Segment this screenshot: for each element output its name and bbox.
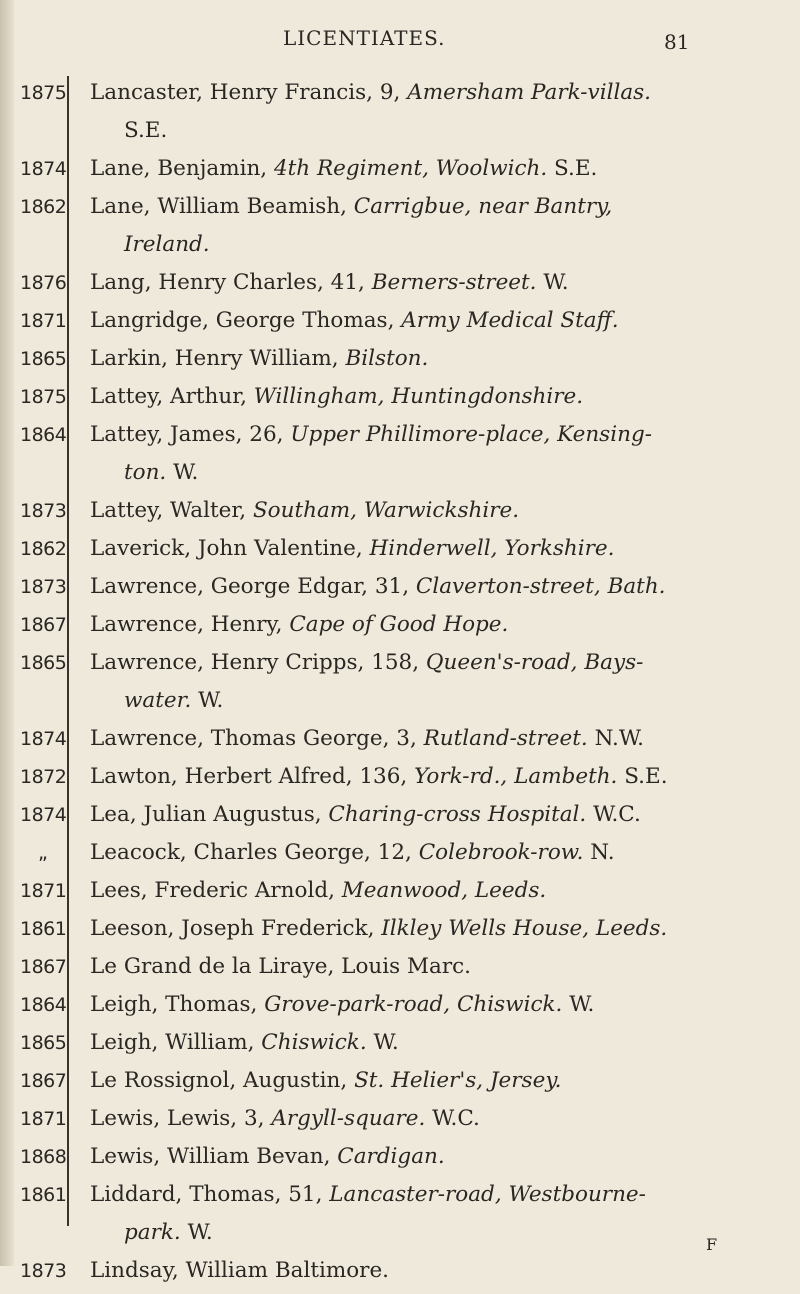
list-item	[0, 800, 800, 838]
entry-place: Upper Phillimore-place, Kensing-	[290, 422, 652, 447]
entry-year: 1865	[20, 1032, 67, 1054]
entry-place: Charing-cross Hospital.	[328, 802, 587, 827]
entry-text	[90, 802, 790, 827]
entry-year: 1874	[20, 804, 67, 826]
list-item	[0, 648, 800, 686]
list-item	[0, 1066, 800, 1104]
entry-name: Le Rossignol, Augustin,	[90, 1068, 355, 1093]
entry-place: Southam, Warwickshire.	[252, 498, 520, 523]
entry-year: 1862	[20, 538, 67, 560]
list-item-continuation	[0, 230, 800, 268]
entry-year: „	[38, 842, 48, 864]
entry-name: Larkin, Henry William,	[90, 346, 346, 371]
entry-district: S.E.	[617, 764, 668, 789]
list-item	[0, 762, 800, 800]
entry-text	[90, 384, 790, 409]
list-item	[0, 914, 800, 952]
entry-place: 4th Regiment, Woolwich.	[273, 156, 548, 181]
entry-year: 1872	[20, 766, 67, 788]
entry-continuation-place: park.	[124, 1220, 181, 1245]
entry-district: W.	[366, 1030, 399, 1055]
entry-name: Lewis, Lewis, 3,	[90, 1106, 272, 1131]
entry-year: 1871	[20, 880, 67, 902]
list-item	[0, 990, 800, 1028]
entry-district: N.W.	[587, 726, 645, 751]
entry-year: 1871	[20, 1108, 67, 1130]
list-item	[0, 1256, 800, 1294]
entry-continuation-district: W.	[166, 460, 199, 485]
entry-text	[90, 574, 790, 599]
list-item	[0, 344, 800, 382]
entry-district: S.E.	[547, 156, 598, 181]
entry-name: Lattey, James, 26,	[90, 422, 291, 447]
entry-district: W.C.	[586, 802, 641, 827]
list-item	[0, 154, 800, 192]
list-item	[0, 534, 800, 572]
entry-place: Cape of Good Hope.	[289, 612, 509, 637]
entry-year: 1864	[20, 424, 67, 446]
entry-place: Amersham Park-villas.	[407, 80, 652, 105]
signature-mark: F	[706, 1235, 718, 1254]
entry-district: N.	[583, 840, 615, 865]
entry-continuation-text	[124, 1220, 800, 1245]
entry-place: Rutland-street.	[423, 726, 588, 751]
entry-name: Leigh, William,	[90, 1030, 262, 1055]
entry-year: 1873	[20, 1260, 67, 1282]
entry-continuation-district: W.	[180, 1220, 213, 1245]
entry-text	[90, 1182, 790, 1207]
list-item	[0, 192, 800, 230]
entry-list	[0, 78, 800, 1294]
entry-name: Langridge, George Thomas,	[90, 308, 402, 333]
entry-name: Le Grand de la Liraye, Louis Marc.	[90, 954, 471, 979]
list-item	[0, 572, 800, 610]
list-item-continuation	[0, 686, 800, 724]
list-item-continuation	[0, 116, 800, 154]
list-item	[0, 1104, 800, 1142]
entry-name: Lattey, Arthur,	[90, 384, 254, 409]
list-item	[0, 876, 800, 914]
entry-name: Lewis, William Bevan,	[90, 1144, 338, 1169]
list-item	[0, 78, 800, 116]
entry-name: Leigh, Thomas,	[90, 992, 265, 1017]
entry-continuation-text	[124, 460, 800, 485]
entry-name: Lawton, Herbert Alfred, 136,	[90, 764, 415, 789]
entry-continuation-district: S.E.	[124, 118, 168, 143]
entry-year: 1875	[20, 82, 67, 104]
entry-text	[90, 156, 790, 181]
entry-place: Queen's-road, Bays-	[425, 650, 644, 675]
entry-text	[90, 498, 790, 523]
entry-text	[90, 346, 790, 371]
entry-text	[90, 650, 790, 675]
list-item	[0, 382, 800, 420]
entry-name: Lawrence, Henry Cripps, 158,	[90, 650, 426, 675]
entry-text	[90, 726, 790, 751]
entry-place: Lancaster-road, Westbourne-	[329, 1182, 646, 1207]
entry-name: Lawrence, Henry,	[90, 612, 290, 637]
entry-text	[90, 992, 790, 1017]
entry-text	[90, 194, 790, 219]
entry-year: 1861	[20, 1184, 67, 1206]
entry-name: Lattey, Walter,	[90, 498, 253, 523]
entry-continuation-text	[124, 232, 800, 257]
entry-place: Cardigan.	[337, 1144, 445, 1169]
entry-name: Lees, Frederic Arnold,	[90, 878, 342, 903]
page-header	[0, 18, 800, 58]
entry-place: Chiswick.	[261, 1030, 367, 1055]
entry-name: Lindsay, William Baltimore.	[90, 1258, 390, 1283]
entry-place: Colebrook-row.	[418, 840, 584, 865]
entry-text	[90, 1106, 790, 1131]
list-item	[0, 610, 800, 648]
entry-name: Lawrence, Thomas George, 3,	[90, 726, 424, 751]
entry-place: Grove-park-road, Chiswick.	[264, 992, 563, 1017]
entry-name: Leeson, Joseph Frederick,	[90, 916, 382, 941]
entry-year: 1874	[20, 728, 67, 750]
entry-name: Lane, William Beamish,	[90, 194, 354, 219]
list-item-continuation	[0, 458, 800, 496]
entry-year: 1867	[20, 614, 67, 636]
entry-place: St. Helier's, Jersey.	[354, 1068, 562, 1093]
entry-continuation-district: W.	[191, 688, 224, 713]
entry-place: Claverton-street, Bath.	[415, 574, 666, 599]
entry-place: Carrigbue, near Bantry,	[353, 194, 613, 219]
entry-year: 1871	[20, 310, 67, 332]
entry-name: Leacock, Charles George, 12,	[90, 840, 419, 865]
list-item	[0, 1142, 800, 1180]
entry-year: 1861	[20, 918, 67, 940]
entry-name: Lang, Henry Charles, 41,	[90, 270, 372, 295]
entry-text	[90, 422, 790, 447]
list-item	[0, 420, 800, 458]
entry-year: 1867	[20, 1070, 67, 1092]
entry-district: W.	[536, 270, 569, 295]
entry-year: 1873	[20, 576, 67, 598]
entry-continuation-place: ton.	[124, 460, 167, 485]
entry-year: 1865	[20, 348, 67, 370]
entry-place: Berners-street.	[371, 270, 537, 295]
entry-text	[90, 308, 790, 333]
entry-place: Argyll-square.	[271, 1106, 426, 1131]
entry-text	[90, 612, 790, 637]
list-item	[0, 724, 800, 762]
entry-text	[90, 916, 790, 941]
entry-place: Bilston.	[345, 346, 429, 371]
list-item	[0, 496, 800, 534]
list-item-continuation	[0, 1218, 800, 1256]
list-item	[0, 268, 800, 306]
entry-place: York-rd., Lambeth.	[414, 764, 618, 789]
entry-year: 1875	[20, 386, 67, 408]
list-item	[0, 1180, 800, 1218]
entry-year: 1868	[20, 1146, 67, 1168]
list-item	[0, 1028, 800, 1066]
entry-place: Willingham, Huntingdonshire.	[253, 384, 584, 409]
entry-place: Ilkley Wells House, Leeds.	[381, 916, 668, 941]
list-item	[0, 838, 800, 876]
entry-name: Lane, Benjamin,	[90, 156, 274, 181]
entry-continuation-text	[124, 118, 800, 143]
entry-text	[90, 840, 790, 865]
entry-text	[90, 536, 790, 561]
entry-name: Lawrence, George Edgar, 31,	[90, 574, 416, 599]
entry-continuation-place: Ireland.	[124, 232, 210, 257]
entry-continuation-place: water.	[124, 688, 192, 713]
entry-year: 1867	[20, 956, 67, 978]
entry-text	[90, 954, 790, 979]
entry-year: 1865	[20, 652, 67, 674]
entry-text	[90, 1068, 790, 1093]
entry-name: Liddard, Thomas, 51,	[90, 1182, 330, 1207]
entry-text	[90, 270, 790, 295]
entry-text	[90, 764, 790, 789]
entry-year: 1864	[20, 994, 67, 1016]
entry-text	[90, 1144, 790, 1169]
entry-text	[90, 80, 790, 105]
list-item	[0, 952, 800, 990]
running-title: LICENTIATES.	[283, 26, 446, 50]
entry-year: 1876	[20, 272, 67, 294]
entry-place: Meanwood, Leeds.	[341, 878, 547, 903]
entry-name: Lea, Julian Augustus,	[90, 802, 329, 827]
page-number: 81	[664, 30, 690, 54]
entry-text	[90, 1258, 790, 1283]
entry-place: Hinderwell, Yorkshire.	[369, 536, 615, 561]
entry-district: W.	[562, 992, 595, 1017]
entry-place: Army Medical Staff.	[401, 308, 619, 333]
entry-year: 1873	[20, 500, 67, 522]
entry-continuation-text	[124, 688, 800, 713]
entry-name: Laverick, John Valentine,	[90, 536, 370, 561]
entry-name: Lancaster, Henry Francis, 9,	[90, 80, 408, 105]
entry-district: W.C.	[425, 1106, 480, 1131]
entry-text	[90, 1030, 790, 1055]
entry-year: 1874	[20, 158, 67, 180]
entry-text	[90, 878, 790, 903]
entry-year: 1862	[20, 196, 67, 218]
list-item	[0, 306, 800, 344]
